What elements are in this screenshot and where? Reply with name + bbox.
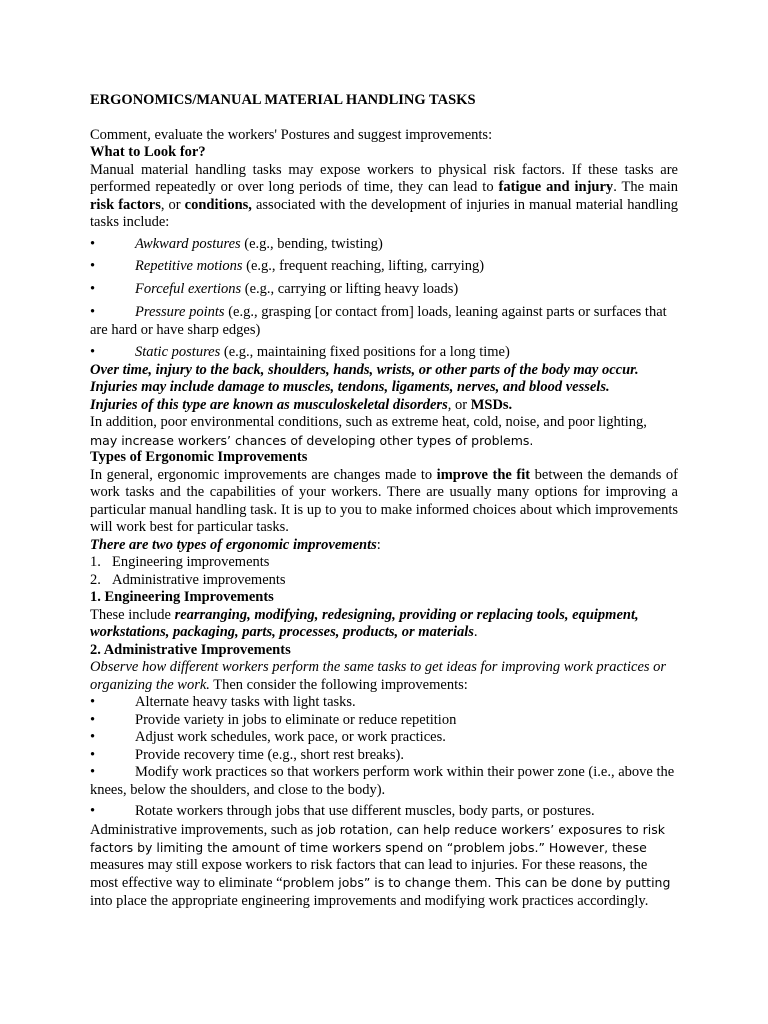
bold-span: conditions, [184, 196, 252, 213]
list-label: Provide variety in jobs to eliminate or reduce repetition [135, 711, 457, 728]
risk-paragraph [90, 162, 678, 232]
general-paragraph [90, 467, 678, 537]
text-span: between the demands of work tasks and the capabilities of your workers. There are usually many options for improving a particular manual handling task. It is up to you to make informed choices about which improvements will work best for particular tasks. [90, 466, 679, 535]
closing-line [90, 874, 678, 893]
bold-span: risk factors [90, 196, 161, 213]
risk-desc: (e.g., carrying or lifting heavy loads) [241, 280, 459, 297]
list-label: Modify work practices so that workers perform work within their power zone (i.e., above the knees, below the shoulders, and close to the body). [90, 764, 675, 798]
list-number: 1. [90, 554, 101, 570]
bold-span: fatigue and injury [498, 179, 614, 195]
closing-line [90, 821, 678, 840]
administrative-heading: 2. Administrative Improvements [90, 641, 291, 658]
bold-span: improve the fit [436, 466, 531, 483]
what-to-look-for-heading: What to Look for? [90, 144, 206, 160]
intro-text: Comment, evaluate the workers' Postures and suggest improvements: [90, 126, 493, 143]
text-span: These include [90, 606, 175, 623]
text-span: . The main [613, 179, 678, 195]
list-number: 2. [90, 571, 101, 588]
bullet-icon: • [90, 729, 96, 745]
bullet-icon: • [90, 711, 96, 728]
text-span: Manual material handling tasks may expose workers to physical risk factors. If these tasks are performed repeatedly or over long periods of time, they can lead to [90, 161, 678, 195]
list-item [90, 747, 678, 765]
engineering-paragraph [90, 607, 678, 642]
bullet-icon: • [90, 803, 96, 819]
two-types-line [90, 537, 678, 555]
list-item [90, 803, 678, 821]
bold-span: MSDs. [470, 396, 513, 413]
bullet-icon: • [90, 304, 96, 320]
closing-line: factors by limiting the amount of time workers spend on “problem jobs.” However, these [90, 840, 647, 855]
msd-warning [90, 362, 678, 415]
bullet-icon: • [90, 746, 96, 763]
sans-span: problem jobs” is to change them. This can be done by putting [282, 875, 671, 890]
risk-term: Forceful exertions [135, 280, 242, 297]
text-span: , or [160, 196, 185, 213]
list-label: Rotate workers through jobs that use different muscles, body parts, or postures. [135, 803, 595, 819]
risk-desc: (e.g., maintaining fixed positions for a long time) [220, 344, 510, 360]
list-item [90, 572, 678, 590]
text-span: In general, ergonomic improvements are changes made to [90, 466, 437, 483]
improvement-types-list [90, 554, 678, 589]
text-span: . [473, 624, 478, 640]
list-item [90, 554, 678, 572]
text-span: : [376, 536, 381, 553]
list-label: Administrative improvements [112, 571, 286, 588]
list-item [90, 258, 678, 276]
closing-paragraph [90, 821, 678, 911]
list-item [90, 281, 678, 299]
warning-line: Over time, injury to the back, shoulders, hands, wrists, or other parts of the body may occur. [90, 361, 639, 378]
administrative-list [90, 694, 678, 821]
bullet-icon: • [90, 280, 96, 297]
italic-span: There are two types of ergonomic improvements [90, 536, 377, 553]
list-label: Engineering improvements [112, 554, 270, 570]
list-item [90, 304, 678, 339]
list-item [90, 729, 678, 747]
bullet-icon: • [90, 258, 96, 274]
list-label: Provide recovery time (e.g., short rest breaks). [135, 746, 404, 763]
sans-span: job rotation, can help reduce workers’ exposures to risk [316, 821, 666, 837]
list-label: Adjust work schedules, work pace, or work practices. [135, 729, 446, 745]
risk-term: Repetitive motions [135, 258, 243, 274]
bullet-icon: • [90, 235, 96, 252]
text-span: Administrative improvements, such as [90, 821, 317, 838]
observe-paragraph [90, 659, 678, 694]
risk-term: Static postures [135, 344, 221, 360]
risk-factor-list [90, 236, 678, 362]
risk-term: Pressure points [135, 304, 225, 320]
environment-line-2: may increase workers’ chances of developing other types of problems. [90, 432, 534, 448]
list-item [90, 236, 678, 254]
bullet-icon: • [90, 694, 96, 710]
list-item [90, 344, 678, 362]
list-label: Alternate heavy tasks with light tasks. [135, 694, 356, 710]
text-span: Then consider the following improvements: [209, 676, 468, 693]
list-item [90, 694, 678, 712]
types-heading: Types of Ergonomic Improvements [90, 449, 308, 465]
bullet-icon: • [90, 764, 96, 780]
engineering-heading: 1. Engineering Improvements [90, 589, 274, 605]
risk-desc: (e.g., bending, twisting) [240, 235, 383, 252]
risk-term: Awkward postures [135, 235, 241, 252]
closing-line: measures may still expose workers to risk factors that can lead to injuries. For these reasons, the [90, 856, 648, 873]
text-span: , or [447, 396, 471, 413]
warning-line [90, 397, 678, 415]
risk-desc: (e.g., grasping [or contact from] loads, leaning against parts or surfaces that are hard or have sharp edges) [90, 304, 667, 338]
page-title: ERGONOMICS/MANUAL MATERIAL HANDLING TASKS [90, 92, 476, 108]
bullet-icon: • [90, 344, 96, 360]
risk-desc: (e.g., frequent reaching, lifting, carrying) [242, 258, 485, 274]
environment-line-1: In addition, poor environmental conditions, such as extreme heat, cold, noise, and poor lighting, [90, 414, 647, 430]
text-span: associated with the development of injuries in manual material handling tasks include: [90, 196, 678, 230]
warning-line: Injuries may include damage to muscles, tendons, ligaments, nerves, and blood vessels. [90, 379, 610, 395]
text-span: most effective way to eliminate “ [90, 875, 283, 891]
list-item [90, 712, 678, 730]
italic-span: rearranging, modifying, redesigning, providing or replacing tools, equipment, workstations, packaging, parts, processes, products, or materials [90, 606, 639, 640]
italic-span: Observe how different workers perform the same tasks to get ideas for improving work practices or organizing the work. [90, 659, 667, 693]
list-item [90, 764, 678, 799]
italic-span: Injuries of this type are known as musculoskeletal disorders [90, 396, 448, 413]
closing-line: into place the appropriate engineering improvements and modifying work practices accordingly. [90, 892, 649, 909]
